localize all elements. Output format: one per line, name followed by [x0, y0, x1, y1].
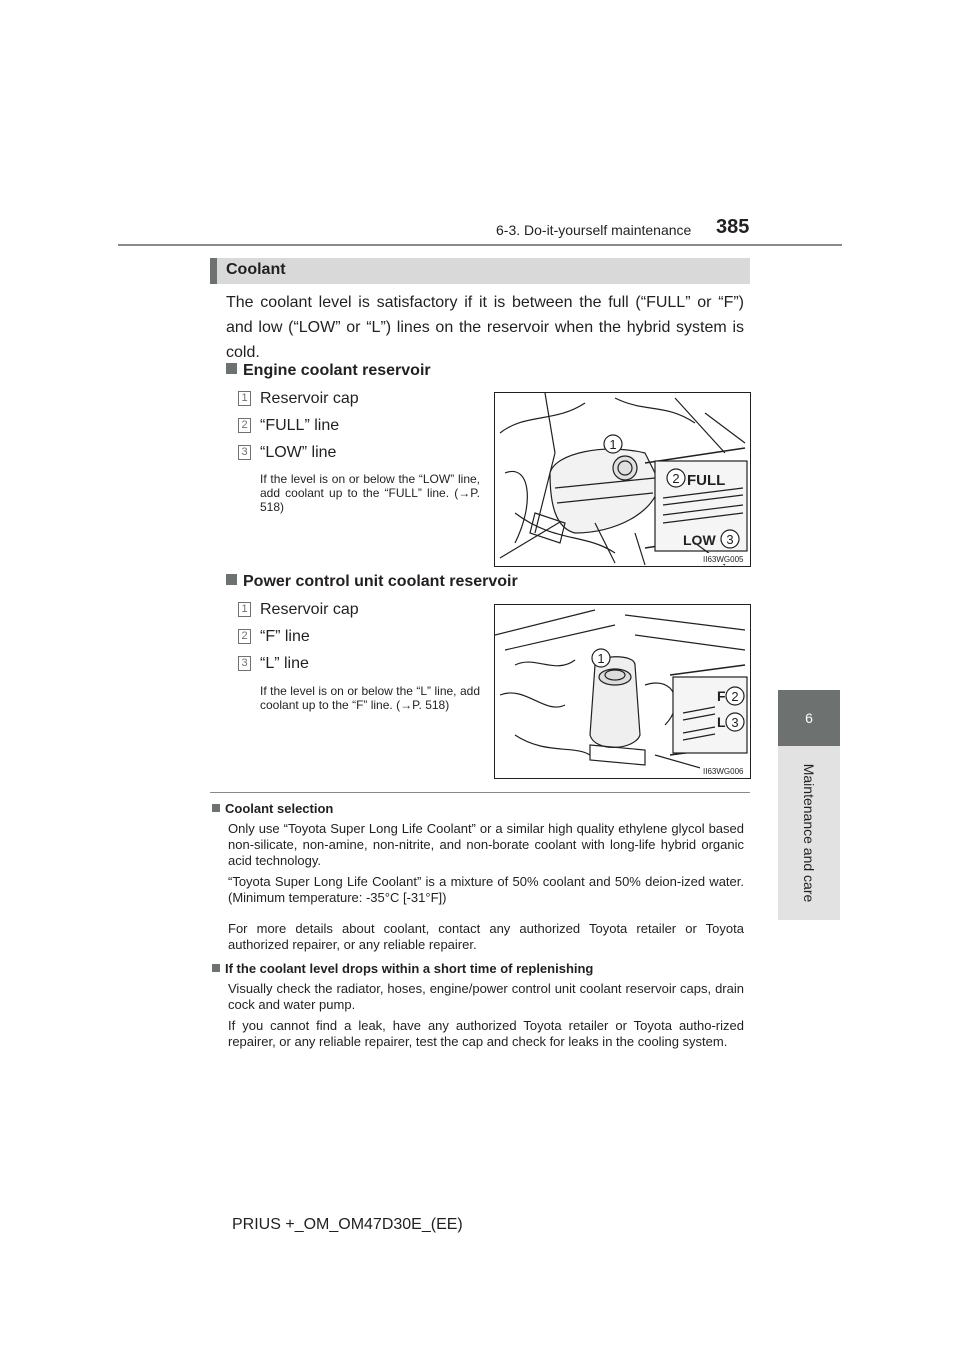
section-title: Coolant	[226, 261, 286, 278]
coolant-selection-p3: For more details about coolant, contact any authorized Toyota retailer or Toyota authorized repairer, or any reliable repairer.	[228, 921, 744, 952]
engine-reservoir-heading: Engine coolant reservoir	[226, 362, 431, 380]
pcu-item-3: 3 “L” line	[238, 655, 309, 673]
intro-paragraph: The coolant level is satisfactory if it is between the full (“FULL” or “F”) and low (“LOW” or “L”) lines on the reservoir when the hybrid system is cold.	[226, 294, 744, 361]
header-section-title: 6-3. Do-it-yourself maintenance	[496, 222, 692, 238]
pcu-reservoir-heading: Power control unit coolant reservoir	[226, 573, 518, 591]
engine-item-3: 3 “LOW” line	[238, 444, 336, 462]
section-divider	[210, 792, 750, 793]
pcu-figure-code: II63WG006	[703, 767, 744, 776]
pcu-note: If the level is on or below the “L” line, add coolant up to the “F” line. (→P. 518)	[260, 684, 480, 712]
engine-figure-code: II63WG005	[703, 555, 744, 564]
pcu-figure-callout-1: 1	[597, 651, 605, 666]
pcu-figure-l-label: L	[717, 714, 726, 730]
pcu-item-2: 2 “F” line	[238, 628, 310, 646]
engine-figure-callout-1: 1	[609, 437, 617, 452]
coolant-selection-p1: Only use “Toyota Super Long Life Coolant” or a similar high quality ethylene glycol based non-silicate, non-amine, non-nitrite, and non-borate coolant with long-life hybrid organic acid technology.	[228, 821, 744, 868]
section-heading-bar	[210, 258, 750, 284]
engine-figure-full-label: FULL	[687, 472, 726, 489]
coolant-drop-p1: Visually check the radiator, hoses, engine/power control unit coolant reservoir caps, drain cock and water pump.	[228, 981, 744, 1012]
pcu-item-1: 1 Reservoir cap	[238, 601, 359, 619]
coolant-selection-p2: “Toyota Super Long Life Coolant” is a mixture of 50% coolant and 50% deion-ized water. (Minimum temperature: -35°C [-31°F])	[228, 874, 744, 905]
engine-note: If the level is on or below the “LOW” line, add coolant up to the “FULL” line. (→P. 518)	[260, 472, 480, 514]
engine-figure-callout-2: 2	[672, 471, 680, 486]
chapter-tab-number: 6	[778, 690, 840, 746]
engine-item-1: 1 Reservoir cap	[238, 390, 359, 408]
coolant-drop-heading: If the coolant level drops within a short time of replenishing	[212, 961, 593, 976]
bullet-square-icon	[212, 804, 220, 812]
bullet-square-icon	[226, 574, 237, 585]
chapter-tab-label: Maintenance and care	[801, 763, 817, 903]
pcu-figure-f-label: F	[717, 688, 726, 704]
bullet-square-icon	[226, 363, 237, 374]
section-heading-accent	[210, 258, 217, 284]
coolant-drop-p2: If you cannot find a leak, have any authorized Toyota retailer or Toyota autho-rized repairer, or any reliable repairer, test the cap and check for leaks in the cooling system.	[228, 1018, 744, 1049]
pcu-reservoir-figure	[494, 604, 751, 779]
pcu-figure-callout-2: 2	[731, 689, 739, 704]
engine-figure-low-label: LOW	[683, 532, 716, 548]
pcu-figure-callout-3: 3	[731, 715, 739, 730]
page-number: 385	[716, 216, 750, 238]
bullet-square-icon	[212, 964, 220, 972]
coolant-selection-heading: Coolant selection	[212, 801, 333, 816]
header-rule	[118, 244, 842, 246]
engine-item-2: 2 “FULL” line	[238, 417, 339, 435]
engine-figure-callout-3: 3	[726, 532, 734, 547]
footer-doc-id: PRIUS +_OM_OM47D30E_(EE)	[232, 1216, 463, 1233]
engine-reservoir-figure	[494, 392, 751, 567]
